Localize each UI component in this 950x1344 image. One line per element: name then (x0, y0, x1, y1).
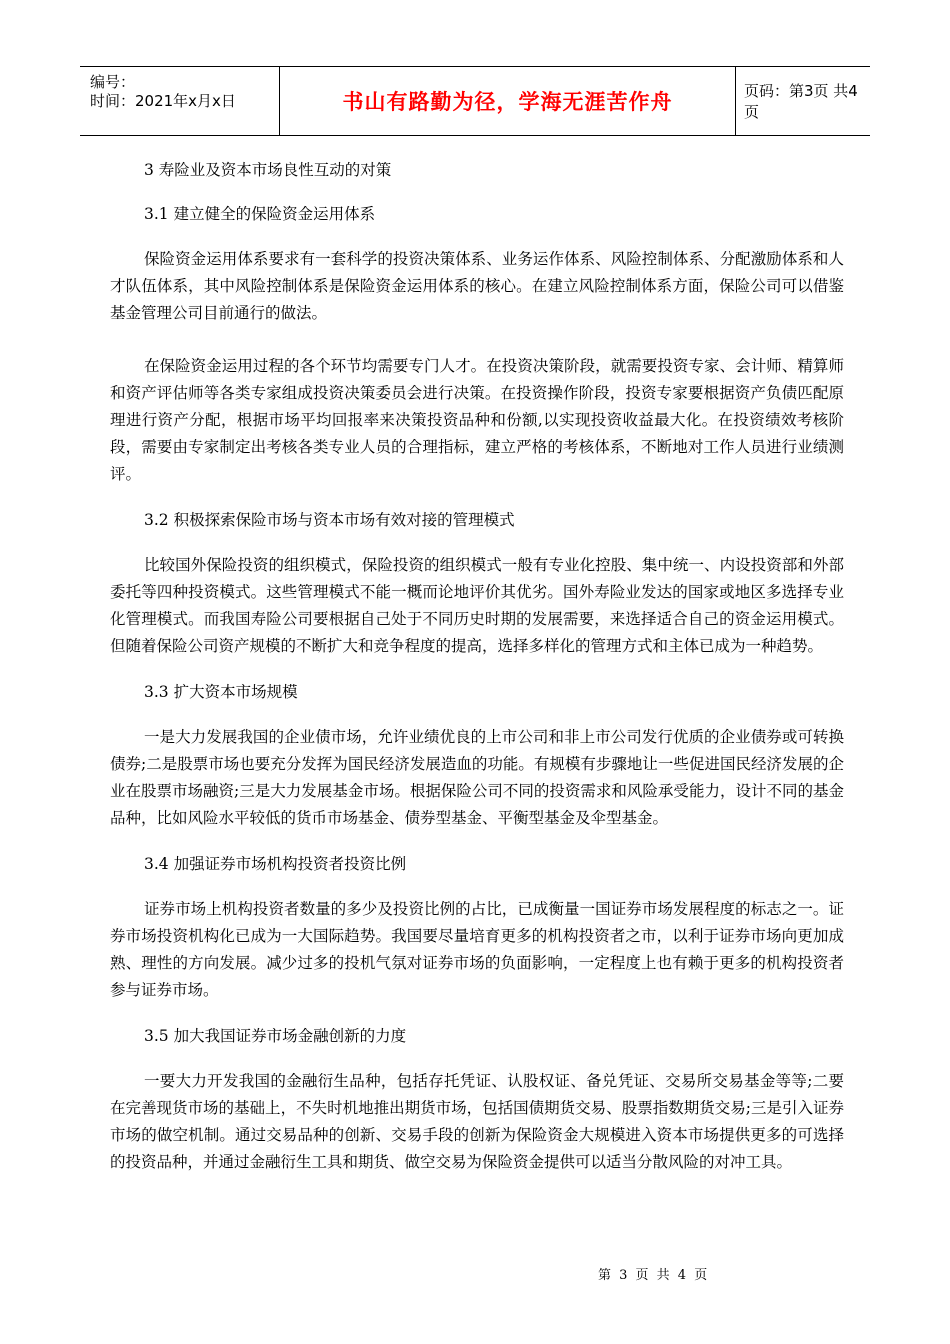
page-code: 页码：第3页 共4页 (744, 82, 858, 121)
number-label: 编号： (90, 73, 136, 91)
paragraph: 比较国外保险投资的组织模式，保险投资的组织模式一般有专业化控股、集中统一、内设投资部和外部委托等四种投资模式。这些管理模式不能一概而论地评价其优劣。国外寿险业发达的国家或地区多选择专业化管理模式。而我国寿险公司要根据自己处于不同历史时期的发展需要，来选择适合自己的资金运用模式。但随着保险公司资产规模的不断扩大和竞争程度的提高，选择多样化的管理方式和主体已成为一种趋势。 (110, 556, 844, 655)
paragraph: 证券市场上机构投资者数量的多少及投资比例的占比，已成衡量一国证券市场发展程度的标志之一。证券市场投资机构化已成为一大国际趋势。我国要尽量培育更多的机构投资者之市，以利于证券市场向更加成熟、理性的方向发展。减少过多的投机气氛对证券市场的负面影响，一定程度上也有赖于更多的机构投资者参与证券市场。 (110, 900, 844, 999)
section-heading: 3 寿险业及资本市场良性互动的对策 (144, 161, 392, 179)
paragraph: 一要大力开发我国的金融衍生品种，包括存托凭证、认股权证、备兑凭证、交易所交易基金等等;二要在完善现货市场的基础上，不失时机地推出期货市场，包括国债期货交易、股票指数期货交易;三是引入证券市场的做空机制。通过交易品种的创新、交易手段的创新为保险资金大规模进入资本市场提供更多的可选择的投资品种，并通过金融衍生工具和期货、做空交易为保险资金提供可以适当分散风险的对冲工具。 (110, 1072, 844, 1171)
section-heading: 3.4 加强证券市场机构投资者投资比例 (144, 855, 407, 873)
paragraph: 在保险资金运用过程的各个环节均需要专门人才。在投资决策阶段，就需要投资专家、会计师、精算师和资产评估师等各类专家组成投资决策委员会进行决策。在投资操作阶段，投资专家要根据资产负债匹配原理进行资产分配，根据市场平均回报率来决策投资品种和份额,以实现投资收益最大化。在投资绩效考核阶段，需要由专家制定出考核各类专业人员的合理指标，建立严格的考核体系，不断地对工作人员进行业绩测评。 (110, 357, 844, 483)
document-body (110, 158, 844, 1176)
time-label: 时间：2021年x月x日 (90, 92, 236, 110)
header-page-cell (736, 67, 870, 135)
section-heading: 3.1 建立健全的保险资金运用体系 (144, 205, 376, 223)
section-heading: 3.2 积极探索保险市场与资本市场有效对接的管理模式 (144, 511, 515, 529)
section-heading: 3.3 扩大资本市场规模 (144, 683, 298, 701)
document-header (80, 66, 870, 136)
paragraph: 一是大力发展我国的企业债市场，允许业绩优良的上市公司和非上市公司发行优质的企业债券或可转换债券;二是股票市场也要充分发挥为国民经济发展造血的功能。有规模有步骤地让一些促进国民经济发展的企业在股票市场融资;三是大力发展基金市场。根据保险公司不同的投资需求和风险承受能力，设计不同的基金品种，比如风险水平较低的货币市场基金、债券型基金、平衡型基金及伞型基金。 (110, 728, 844, 827)
header-motto-cell (280, 67, 736, 135)
header-info-cell (80, 67, 280, 135)
section-heading: 3.5 加大我国证券市场金融创新的力度 (144, 1027, 407, 1045)
page-footer: 第 3 页 共 4 页 (598, 1268, 710, 1283)
motto-text: 书山有路勤为径，学海无涯苦作舟 (342, 90, 673, 114)
paragraph: 保险资金运用体系要求有一套科学的投资决策体系、业务运作体系、风险控制体系、分配激励体系和人才队伍体系，其中风险控制体系是保险资金运用体系的核心。在建立风险控制体系方面，保险公司可以借鉴基金管理公司目前通行的做法。 (110, 250, 844, 322)
